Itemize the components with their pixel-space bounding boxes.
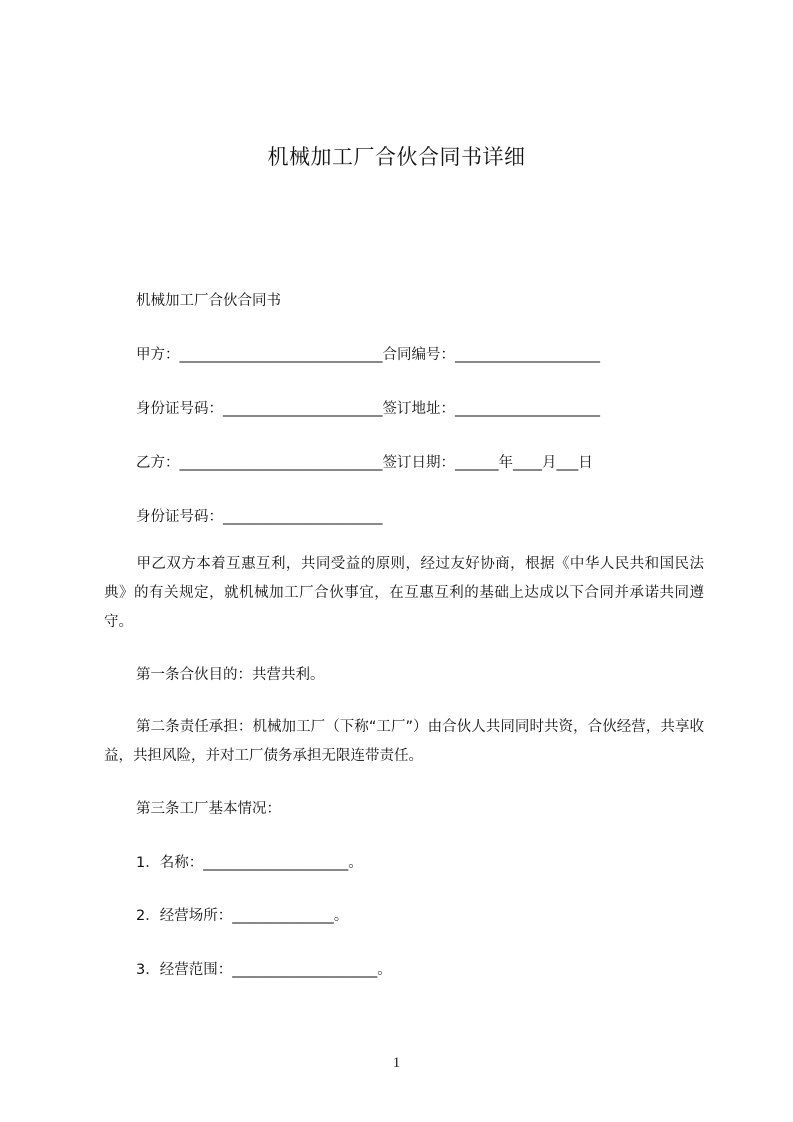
contract-subtitle: 机械加工厂合伙合同书: [136, 293, 281, 309]
preamble-text: 甲乙双方本着互惠互利，共同受益的原则，经过友好协商，根据《中华人民共和国民法典》的有关规定，就机械加工厂合伙事宜，在互惠互利的基础上达成以下合同并承诺共同遵守。: [104, 556, 704, 630]
article-2-text: 第二条责任承担：机械加工厂（下称“工厂”）由合伙人共同同时共资，合伙经营，共享收益，共担风险，并对工厂债务承担无限连带责任。: [104, 719, 704, 764]
page-number: 1: [392, 1055, 401, 1071]
item-name-line: 1．名称：____________________。: [136, 855, 363, 871]
document-title: 机械加工厂合伙合同书详细: [267, 145, 526, 169]
id-b-field-line: 身份证号码：______________________: [136, 509, 383, 525]
party-a-field-line: 甲方：____________________________合同编号：____________________: [136, 347, 600, 363]
preamble-paragraph: [104, 550, 704, 637]
party-b-field-line: 乙方：____________________________签订日期：______年____月___日: [136, 455, 593, 471]
article-3-heading: 第三条工厂基本情况：: [136, 801, 281, 817]
item-location-line: 2．经营场所：______________。: [136, 908, 349, 924]
item-scope-line: 3．经营范围：____________________。: [136, 962, 392, 978]
article-2-paragraph: [104, 713, 704, 771]
article-1: 第一条合伙目的：共营共利。: [136, 667, 325, 683]
id-a-field-line: 身份证号码：______________________签订地址：____________________: [136, 401, 600, 417]
